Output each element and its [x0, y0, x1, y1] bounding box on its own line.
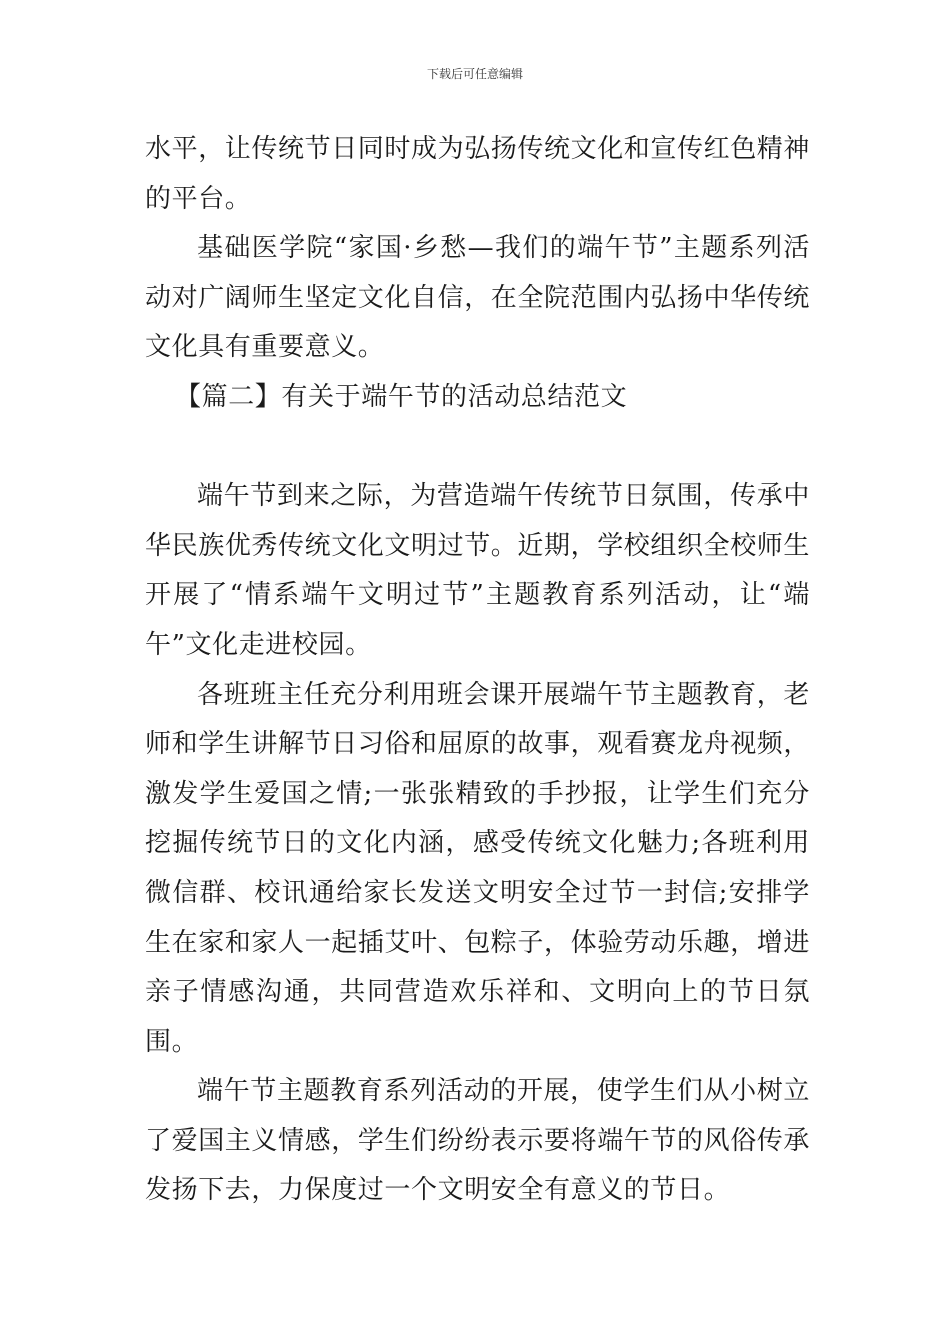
blank-line	[145, 423, 810, 473]
paragraph-activities: 各班班主任充分利用班会课开展端午节主题教育，老师和学生讲解节日习俗和屈原的故事，观看赛龙舟视频，激发学生爱国之情;一张张精致的手抄报，让学生们充分挖掘传统节日的文化内涵，感受传统文化魅力;各班利用微信群、校讯通给家长发送文明安全过节一封信;安排学生在家和家人一起插艾叶、包粽子，体验劳动乐趣，增进亲子情感沟通，共同营造欢乐祥和、文明向上的节日氛围。	[145, 679, 811, 1057]
paragraph-summary: 基础医学院“家国·乡愁—我们的端午节”主题系列活动对广阔师生坚定文化自信，在全院范围内弘扬中华传统文化具有重要意义。	[145, 233, 811, 363]
document-body	[145, 125, 810, 1216]
paragraph-intro: 端午节到来之际，为营造端午传统节日氛围，传承中华民族优秀传统文化文明过节。近期，学校组织全校师生开展了“情系端午文明过节”主题教育系列活动，让“端午”文化走进校园。	[145, 481, 811, 660]
section-heading: 【篇二】有关于端午节的活动总结范文	[175, 381, 628, 412]
paragraph-conclusion: 端午节主题教育系列活动的开展，使学生们从小树立了爱国主义情感，学生们纷纷表示要将端午节的风俗传承发扬下去，力保度过一个文明安全有意义的节日。	[145, 1076, 811, 1206]
paragraph-continuation: 水平，让传统节日同时成为弘扬传统文化和宣传红色精神的平台。	[145, 134, 811, 214]
header-note: 下载后可任意编辑	[426, 67, 523, 81]
